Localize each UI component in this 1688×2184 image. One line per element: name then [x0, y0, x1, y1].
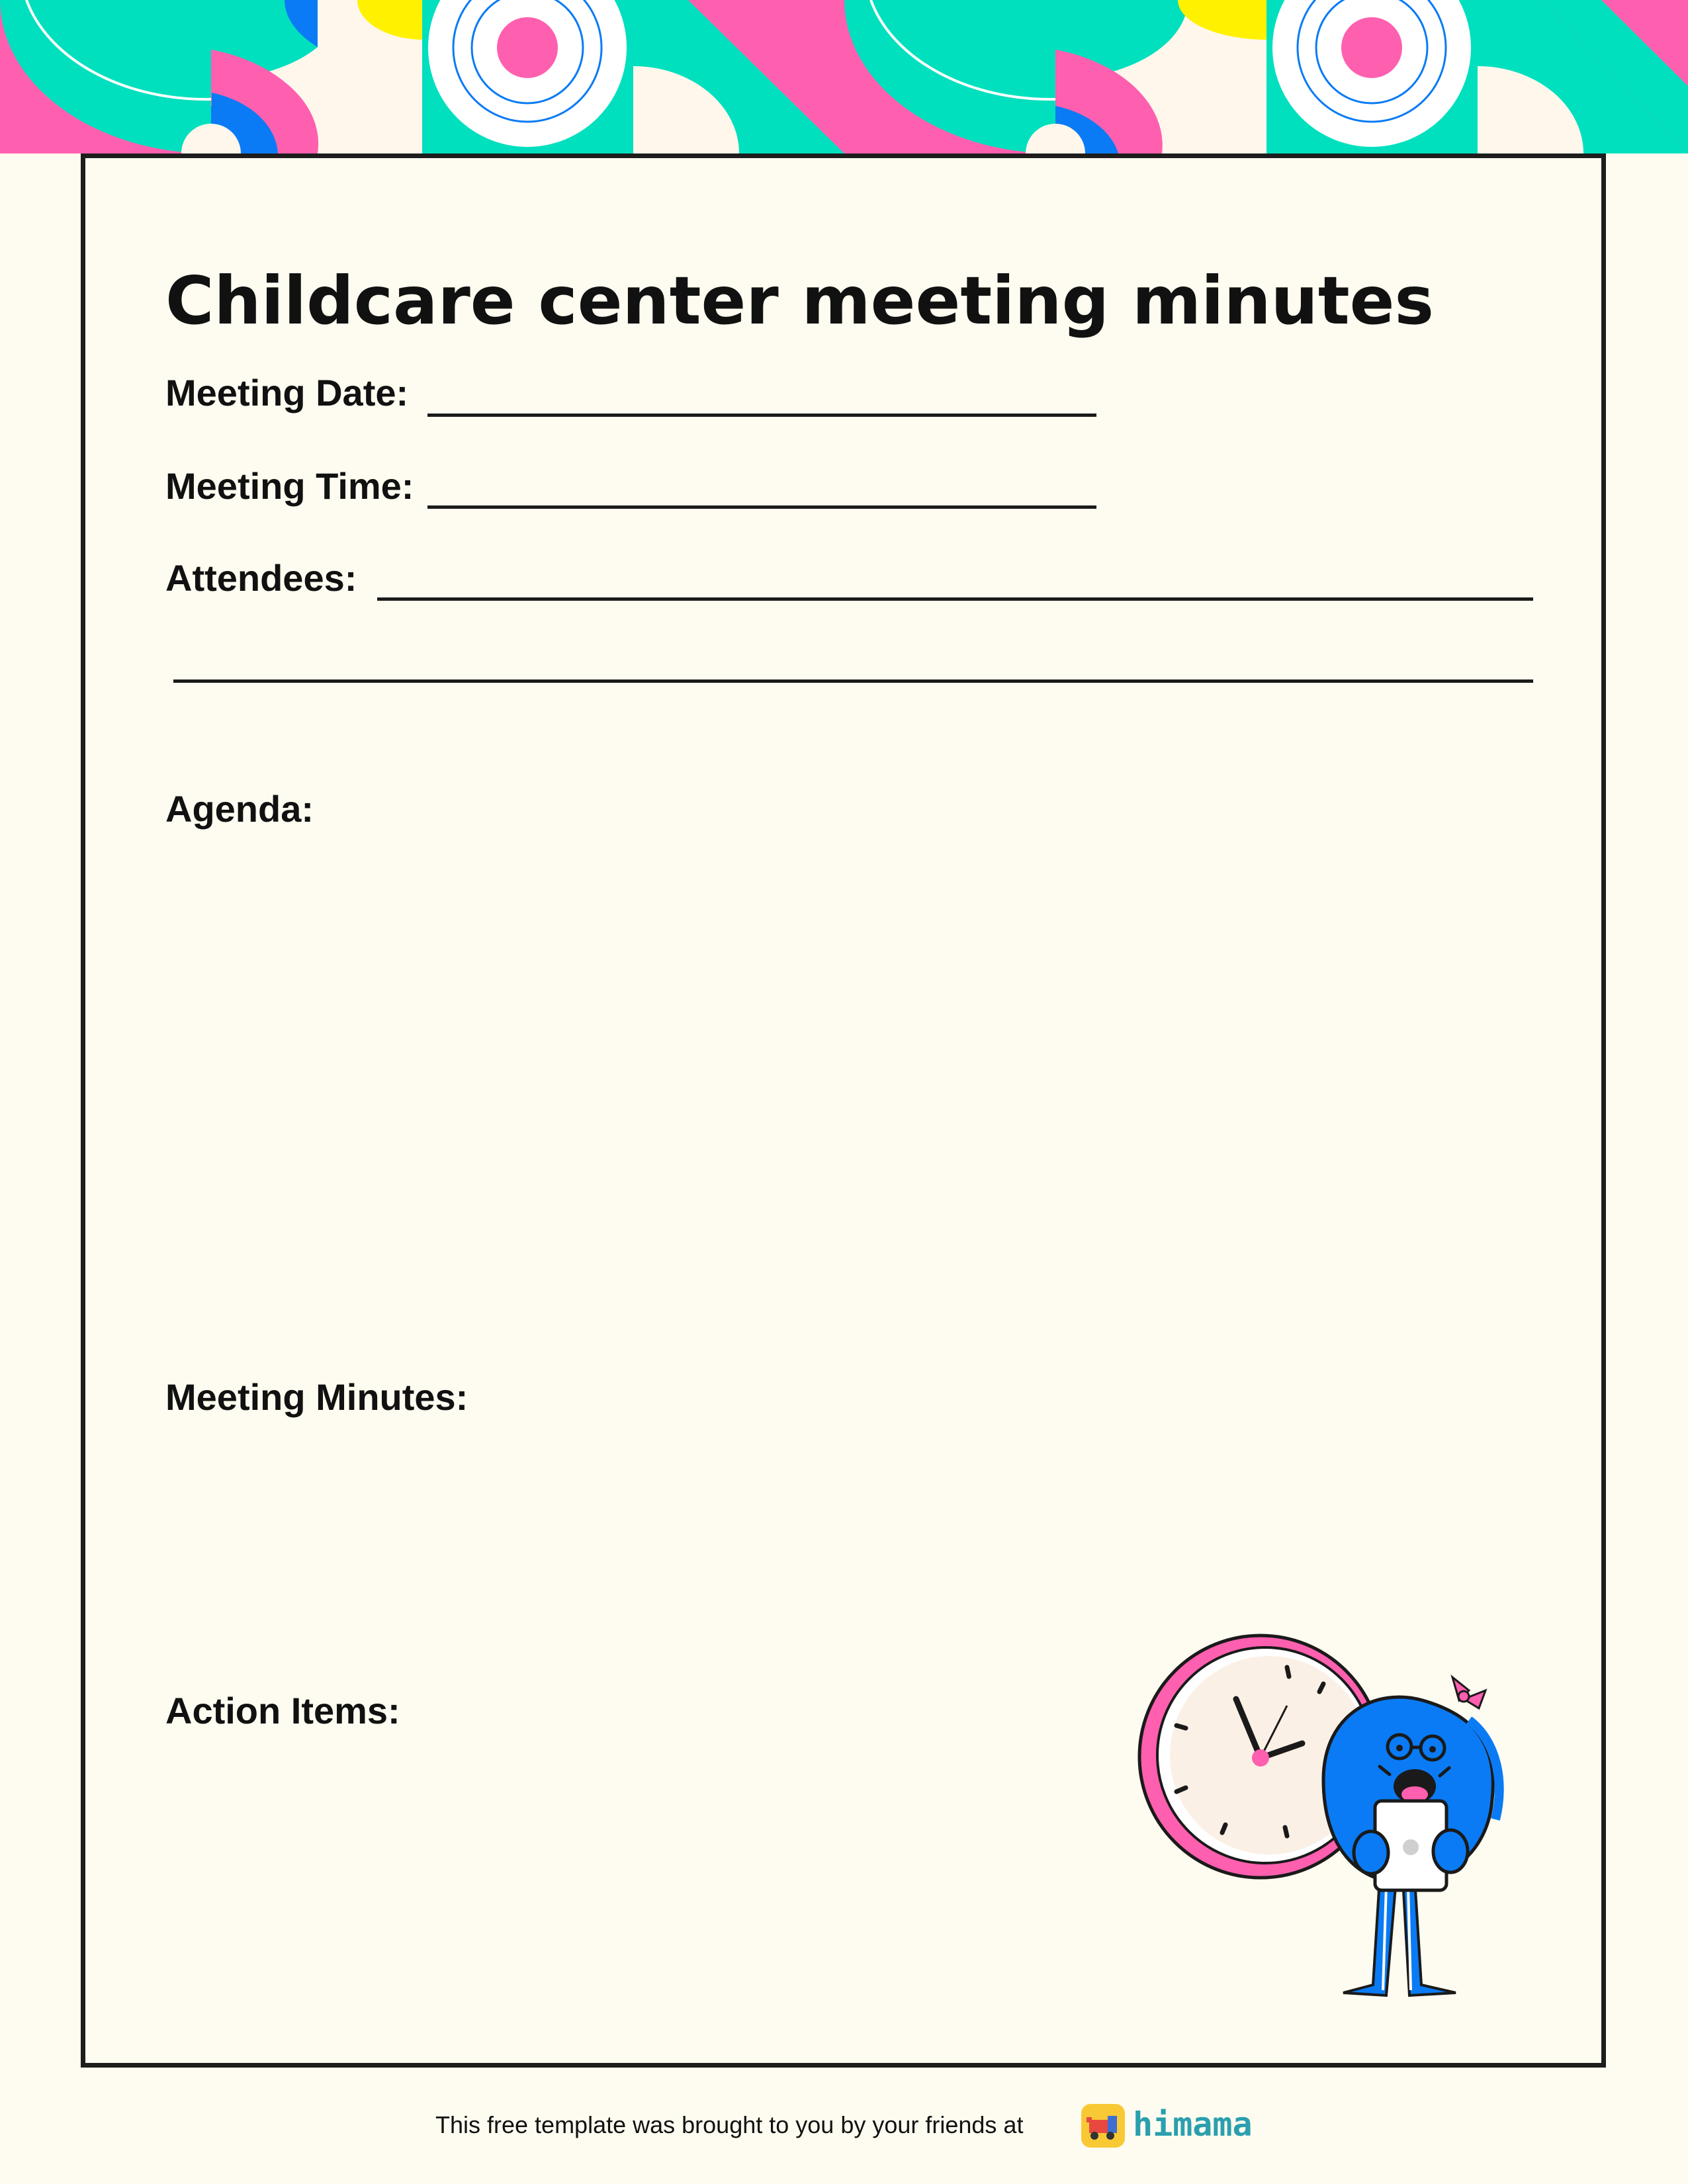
meeting-minutes-label: Meeting Minutes:: [165, 1376, 468, 1418]
decorative-banner: [0, 0, 1688, 153]
meeting-time-label: Meeting Time:: [165, 465, 414, 507]
train-logo-icon[interactable]: [1081, 2104, 1125, 2148]
meeting-date-line[interactable]: [427, 414, 1096, 417]
attendees-line-1[interactable]: [377, 597, 1533, 601]
footer-credit: This free template was brought to you by your friends at: [435, 2111, 1024, 2138]
himama-logo[interactable]: himama: [1133, 2105, 1253, 2144]
attendees-line-2[interactable]: [173, 679, 1533, 683]
meeting-time-line[interactable]: [427, 505, 1096, 509]
character-icon: [1323, 1677, 1499, 1995]
agenda-label: Agenda:: [165, 788, 314, 830]
attendees-label: Attendees:: [165, 557, 357, 599]
meeting-date-label: Meeting Date:: [165, 372, 409, 414]
document-title: Childcare center meeting minutes: [165, 262, 1434, 339]
train-icon: [1081, 2104, 1125, 2148]
banner-tiles: [0, 0, 1688, 153]
action-items-label: Action Items:: [165, 1690, 400, 1731]
clock-character-illustration: [1125, 1628, 1555, 2011]
